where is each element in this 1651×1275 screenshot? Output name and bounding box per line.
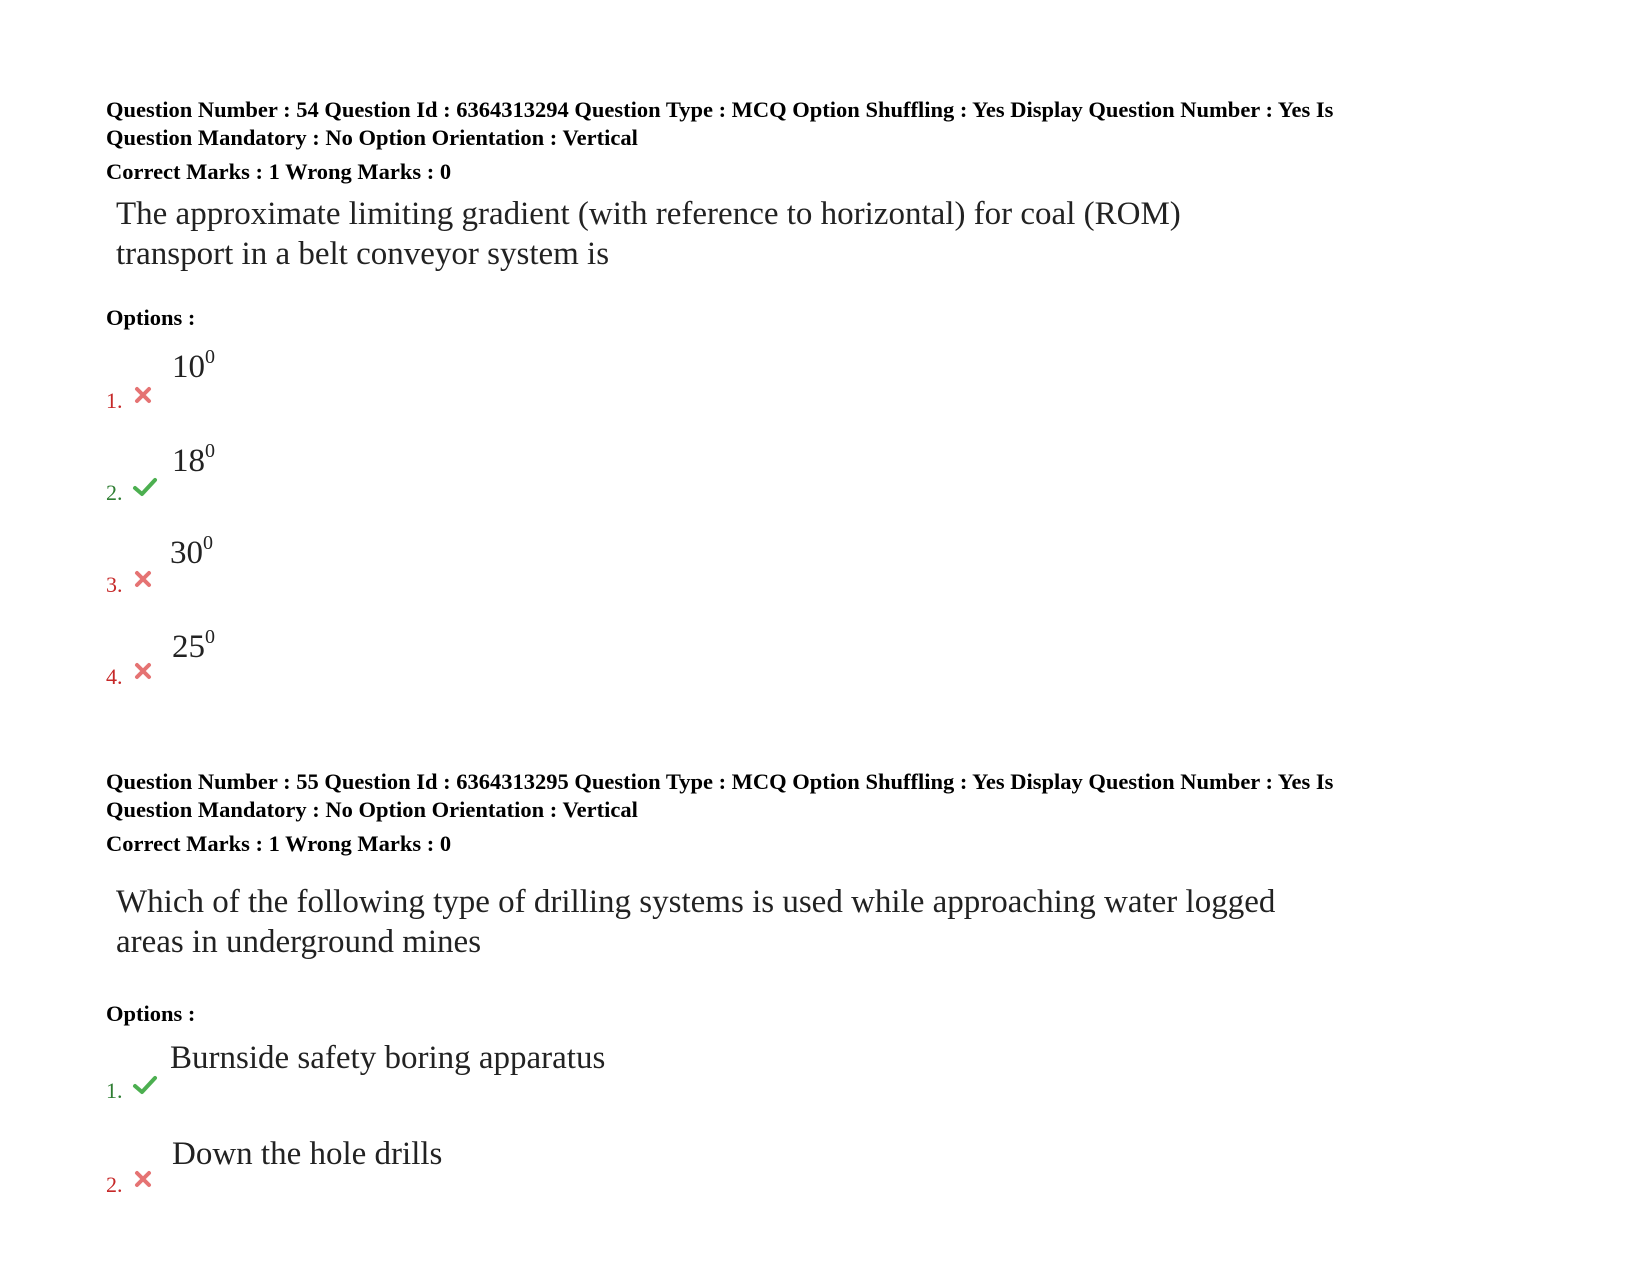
cross-icon: [132, 660, 154, 682]
meta-line-2: Question Mandatory : No Option Orientation : Vertical: [106, 797, 638, 822]
option-2: [106, 1134, 1526, 1230]
options-list: [106, 1038, 1526, 1230]
question-text: The approximate limiting gradient (with reference to horizontal) for coal (ROM) transport in a belt conveyor system is: [116, 196, 1181, 272]
question-meta: [106, 96, 1526, 152]
option-value: Down the hole drills: [172, 1136, 443, 1172]
question-text: Which of the following type of drilling systems is used while approaching water logged areas in underground mines: [116, 884, 1276, 960]
meta-line-1: Question Number : 54 Question Id : 6364313294 Question Type : MCQ Option Shuffling : Yes Display Question Number : Yes Is: [106, 97, 1334, 122]
option-value: $18^0$: [172, 440, 215, 479]
option-number: 1.: [106, 388, 123, 413]
option-value: Burnside safety boring apparatus: [170, 1040, 606, 1076]
cross-icon: [132, 384, 154, 406]
option-number: 2.: [106, 480, 123, 505]
cross-icon: [132, 568, 154, 590]
question-meta: [106, 768, 1526, 824]
question-54: [106, 96, 1526, 726]
option-number: 4.: [106, 664, 123, 689]
marks-info: Correct Marks : 1 Wrong Marks : 0: [106, 831, 452, 856]
option-1: [106, 1038, 1526, 1134]
option-4: [106, 626, 1526, 726]
check-icon: [132, 476, 158, 498]
option-value: $30^0$: [170, 532, 213, 571]
meta-line-2: Question Mandatory : No Option Orientation : Vertical: [106, 125, 638, 150]
options-list: [106, 342, 1526, 726]
question-55: [106, 768, 1526, 1230]
cross-icon: [132, 1168, 154, 1190]
meta-line-1: Question Number : 55 Question Id : 6364313295 Question Type : MCQ Option Shuffling : Yes Display Question Number : Yes Is: [106, 769, 1334, 794]
check-icon: [132, 1074, 158, 1096]
option-number: 2.: [106, 1172, 123, 1197]
options-label: Options :: [106, 1001, 196, 1026]
option-value: $10^0$: [172, 346, 215, 385]
marks-info: Correct Marks : 1 Wrong Marks : 0: [106, 159, 452, 184]
option-number: 3.: [106, 572, 123, 597]
option-value: $25^0$: [172, 626, 215, 665]
option-1: [106, 342, 1526, 438]
options-label: Options :: [106, 305, 196, 330]
option-3: [106, 534, 1526, 630]
option-number: 1.: [106, 1078, 123, 1103]
option-2: [106, 438, 1526, 534]
